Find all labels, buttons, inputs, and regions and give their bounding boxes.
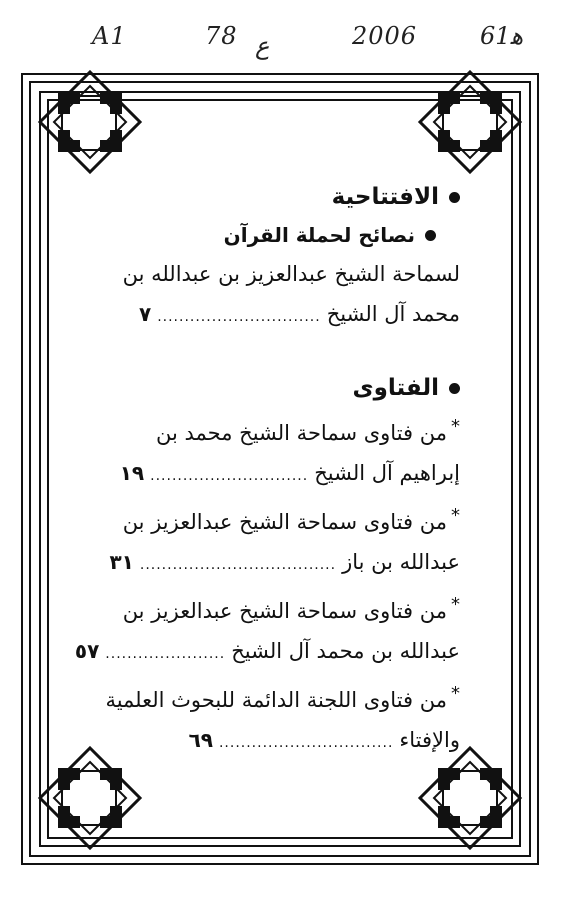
section-heading-fatawa xyxy=(85,369,460,407)
dot-leader: ...................... xyxy=(105,646,226,662)
handwritten-note-4: 2006 xyxy=(352,22,418,50)
toc-entry-text: والإفتاء xyxy=(399,728,460,752)
bullet-icon xyxy=(449,383,460,394)
dot-leader: ............................. xyxy=(150,468,309,484)
page-number: ٦٩ xyxy=(188,728,213,752)
subsection-heading xyxy=(85,216,436,254)
dot-leader: .............................. xyxy=(157,309,321,325)
asterisk-icon: * xyxy=(451,505,460,526)
toc-entry-text: عبدالله بن محمد آل الشيخ xyxy=(231,639,460,663)
toc-entry xyxy=(85,407,460,496)
bullet-icon xyxy=(425,230,436,241)
corner-knot-bottom-left xyxy=(40,748,140,848)
handwritten-note-3: ع xyxy=(255,32,270,60)
corner-knot-top-left xyxy=(40,72,140,172)
subsection-title: نصائح لحملة القرآن xyxy=(223,223,415,247)
toc-entry-text: محمد آل الشيخ xyxy=(326,302,460,326)
section-title: الفتاوى xyxy=(352,375,439,401)
toc-entry xyxy=(85,496,460,585)
handwritten-note-5: 61ﻫ xyxy=(480,22,524,50)
table-of-contents xyxy=(74,178,460,763)
toc-entry-leader xyxy=(139,294,460,337)
page-number: ٥٧ xyxy=(74,639,100,663)
bullet-icon xyxy=(449,192,460,203)
section-heading-opening xyxy=(85,178,460,216)
toc-entry xyxy=(74,585,460,674)
toc-entry-text: من فتاوى سماحة الشيخ عبدالعزيز بن xyxy=(122,510,447,534)
toc-entry-text: عبدالله بن باز xyxy=(342,550,460,574)
toc-entry-text: من فتاوى سماحة الشيخ عبدالعزيز بن xyxy=(122,599,447,623)
page-number: ٣١ xyxy=(109,550,134,574)
asterisk-icon: * xyxy=(451,416,460,437)
corner-knot-bottom-right xyxy=(420,748,520,848)
toc-entry-text: إبراهيم آل الشيخ xyxy=(314,461,460,485)
corner-knot-top-right xyxy=(420,72,520,172)
toc-entry xyxy=(85,674,460,763)
handwritten-note-1: A1 xyxy=(92,22,127,50)
toc-entry-line: لسماحة الشيخ عبدالعزيز بن عبدالله بن xyxy=(122,262,460,286)
page-number: ٧ xyxy=(138,302,152,326)
asterisk-icon: * xyxy=(451,683,460,704)
dot-leader: .................................... xyxy=(139,557,337,573)
page-number: ١٩ xyxy=(119,461,145,485)
toc-entry-text: من فتاوى اللجنة الدائمة للبحوث العلمية xyxy=(105,688,447,712)
asterisk-icon: * xyxy=(451,594,460,615)
dot-leader: ................................ xyxy=(218,735,394,751)
toc-entry-text: من فتاوى سماحة الشيخ محمد بن xyxy=(156,421,447,445)
section-title: الافتتاحية xyxy=(331,184,439,210)
handwritten-note-2: 78 xyxy=(205,22,238,50)
